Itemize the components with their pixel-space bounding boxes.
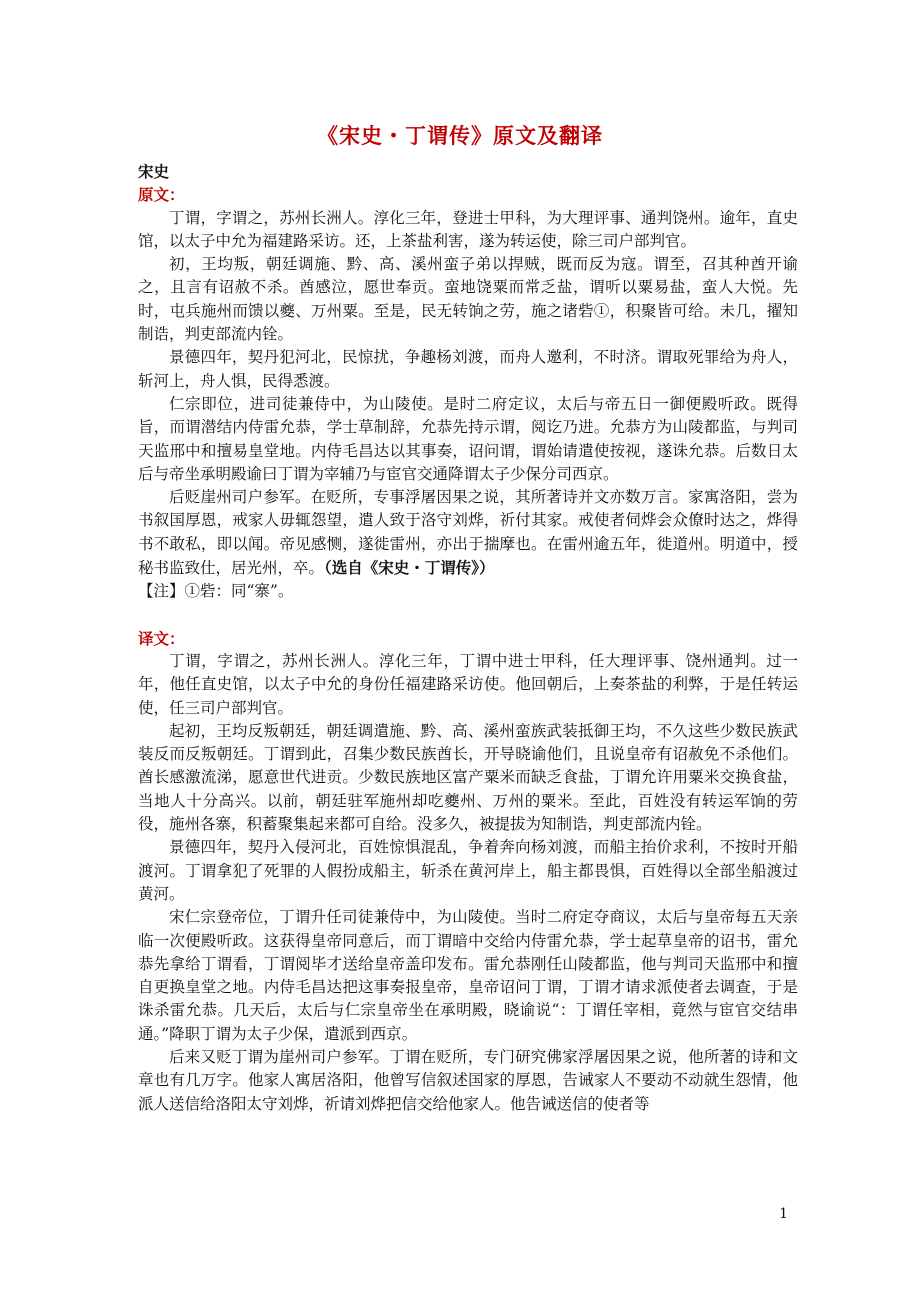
translation-paragraph: 宋仁宗登帝位，丁谓升任司徒兼侍中，为山陵使。当时二府定夺商议，太后与皇帝每五天亲临一次便殿听政。这获得皇帝同意后，而丁谓暗中交给内侍雷允恭，学士起草皇帝的诏书，雷允恭先拿给丁谓看，丁谓阅毕才送给皇帝盖印发布。雷允恭刚任山陵都监，他与判司天监邢中和擅自更换皇堂之地。内侍毛昌达把这事奏报皇帝，皇帝诏问丁谓，丁谓才请求派使者去调查，于是诛杀雷允恭。几天后，太后与仁宗皇帝坐在承明殿，晓谕说“：丁谓任宰相，竟然与宦官交结串通。”降职丁谓为太子少保，遣派到西京。 [138, 908, 798, 1043]
section-spacer [138, 604, 798, 627]
original-paragraph: 景德四年，契丹犯河北，民惊扰，争趣杨刘渡，而舟人邀利，不时济。谓取死罪给为舟人，斩河上，舟人惧，民得悉渡。 [138, 348, 798, 390]
annotation-note: 【注】①砦：同“寨”。 [138, 582, 294, 601]
original-label: 原文： [138, 185, 185, 205]
original-paragraph-last [138, 486, 798, 580]
source-citation: （选自《宋史・丁谓传》） [324, 558, 495, 578]
translation-paragraph: 后来又贬丁谓为崖州司户参军。丁谓在贬所，专门研究佛家浮屠因果之说，他所著的诗和文章也有几万字。他家人寓居洛阳，他曾写信叙述国家的厚恩，告诫家人不要动不动就生怨情，他派人送信给洛阳太守刘烨，祈请刘烨把信交给他家人。他告诫送信的使者等 [138, 1047, 798, 1113]
original-paragraph: 仁宗即位，进司徒兼侍中，为山陵使。是时二府定议，太后与帝五日一御便殿听政。既得旨，而谓潜结内侍雷允恭，学士草制辞，允恭先持示谓，阅讫乃进。允恭方为山陵都监，与判司天监邢中和擅易皇堂地。内侍毛昌达以其事奏，诏问谓，谓始请遣使按视，遂诛允恭。后数日太后与帝坐承明殿谕曰丁谓为宰辅乃与宦官交通降谓太子少保分司西京。 [138, 394, 798, 483]
original-paragraph: 丁谓，字谓之，苏州长洲人。淳化三年，登进士甲科，为大理评事、通判饶州。逾年，直史馆，以太子中允为福建路采访。还，上茶盐利害，遂为转运使，除三司户部判官。 [138, 208, 798, 250]
original-paragraph: 初，王均叛，朝廷调施、黔、高、溪州蛮子弟以捍贼，既而反为寇。谓至，召其种酋开谕之，且言有诏赦不杀。酋感泣，愿世奉贡。蛮地饶粟而常乏盐，谓听以粟易盐，蛮人大悦。先时，屯兵施州而馈以夔、万州粟。至是，民无转饷之劳，施之诸砦①，积聚皆可给。未几，擢知制诰，判吏部流内铨。 [138, 255, 798, 344]
original-paragraph-text: 后贬崖州司户参军。在贬所，专事浮屠因果之说，其所著诗并文亦数万言。家寓洛阳，尝为书叙国厚恩，戒家人毋辄怨望，遣人致于洛守刘烨，祈付其家。戒使者伺烨会众僚时达之，烨得书不敢私，即以闻。帝见感恻，遂徙雷州，亦出于揣摩也。在雷州逾五年，徙道州。明道中，授秘书监致仕，居光州，卒。 [138, 488, 798, 578]
translation-paragraph: 景德四年，契丹入侵河北，百姓惊惧混乱，争着奔向杨刘渡，而船主抬价求利，不按时开船渡河。丁谓拿犯了死罪的人假扮成船主，斩杀在黄河岸上，船主都畏惧，百姓得以全部坐船渡过黄河。 [138, 838, 798, 903]
document-body [138, 160, 798, 1116]
translation-label: 译文： [138, 628, 185, 648]
page-number: 1 [779, 1206, 788, 1222]
translation-paragraph: 起初，王均反叛朝廷，朝廷调遣施、黔、高、溪州蛮族武装抵御王均，不久这些少数民族武装反而反叛朝廷。丁谓到此，召集少数民族酋长，开导晓谕他们，且说皇帝有诏赦免不杀他们。酋长感激流涕，愿意世代进贡。少数民族地区富产粟米而缺乏食盐，丁谓允许用粟米交换食盐，当地人十分高兴。以前，朝廷驻军施州却吃夔州、万州的粟米。至此，百姓没有转运军饷的劳役，施州各寨，积蓄聚集起来都可自给。没多久，被提拔为知制诰，判吏部流内铨。 [138, 721, 798, 834]
document-title: 《宋史・丁谓传》原文及翻译 [317, 123, 603, 148]
source-heading: 宋史 [138, 162, 170, 181]
translation-paragraph: 丁谓，字谓之，苏州长洲人。淳化三年，丁谓中进士甲科，任大理评事、饶州通判。过一年，他任直史馆，以太子中允的身份任福建路采访使。他回朝后，上奏茶盐的利弊，于是任转运使，任三司户部判官。 [138, 651, 798, 717]
